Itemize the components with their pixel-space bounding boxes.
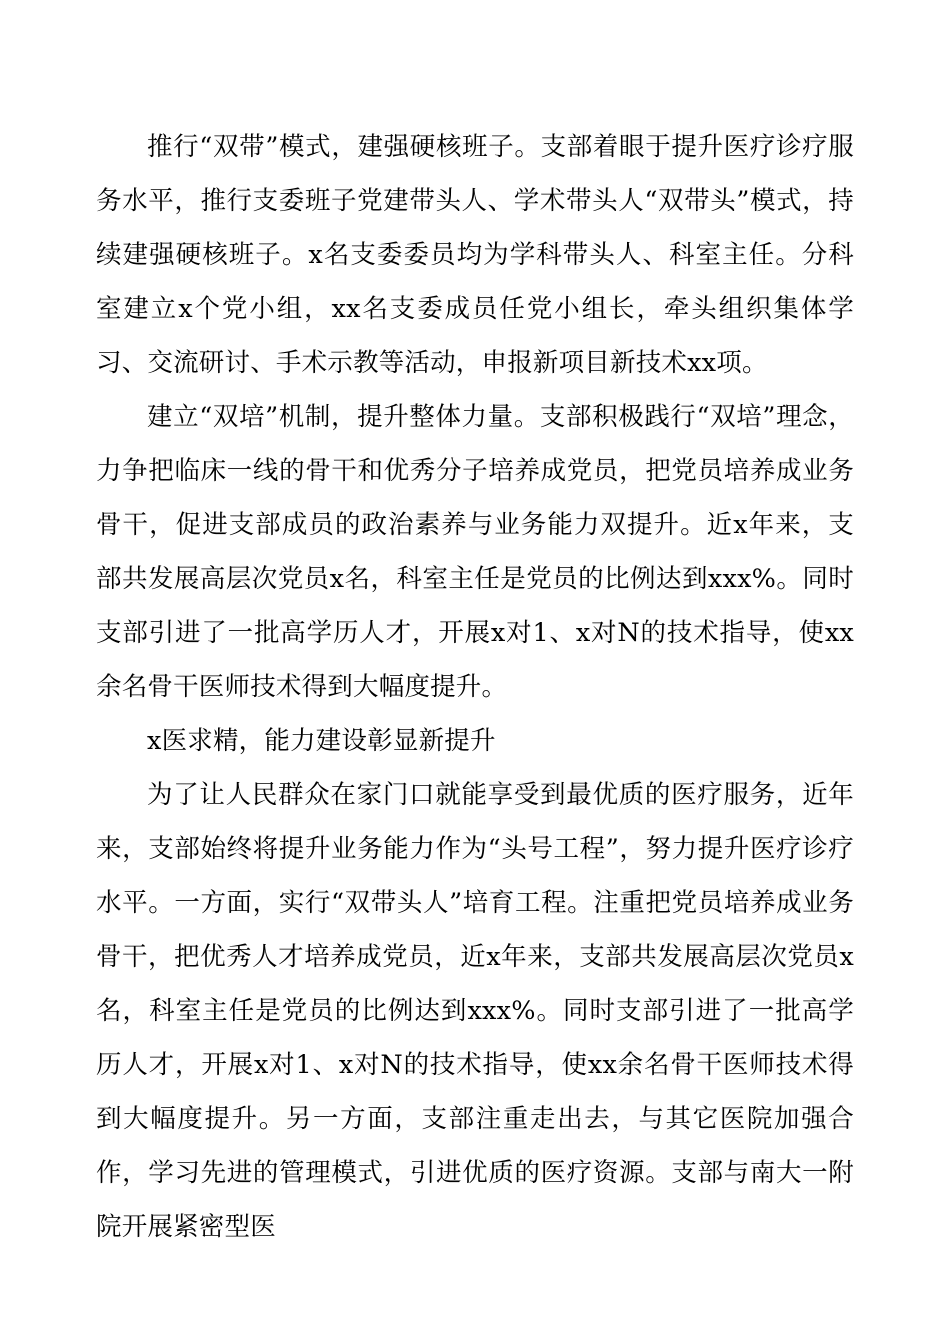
paragraph-2: 建立“双培”机制，提升整体力量。支部积极践行“双培”理念，力争把临床一线的骨干和优秀分子培养成党员，把党员培养成业务骨干，促进支部成员的政治素养与业务能力双提升。近x年来，支部共发展高层次党员x名，科室主任是党员的比例达到xxx%。同时支部引进了一批高学历人才，开展x对1、x对N的技术指导，使xx余名骨干医师技术得到大幅度提升。 xyxy=(96,402,854,702)
paragraph-1: 推行“双带”模式，建强硬核班子。支部着眼于提升医疗诊疗服务水平，推行支委班子党建带头人、学术带头人“双带头”模式，持续建强硬核班子。x名支委委员均为学科带头人、科室主任。分科室建立x个党小组，xx名支委成员任党小组长，牵头组织集体学习、交流研讨、手术示教等活动，申报新项目新技术xx项。 xyxy=(96,132,854,378)
paragraph-3: 为了让人民群众在家门口就能享受到最优质的医疗服务，近年来，支部始终将提升业务能力作为“头号工程”，努力提升医疗诊疗水平。一方面，实行“双带头人”培育工程。注重把党员培养成业务骨干，把优秀人才培养成党员，近x年来，支部共发展高层次党员x名，科室主任是党员的比例达到xxx%。同时支部引进了一批高学历人才，开展x对1、x对N的技术指导，使xx余名骨干医师技术得到大幅度提升。另一方面，支部注重走出去，与其它医院加强合作，学习先进的管理模式，引进优质的医疗资源。支部与南大一附院开展紧密型医 xyxy=(96,780,854,1242)
document-body xyxy=(96,120,854,1254)
section-heading: x医求精，能力建设彰显新提升 xyxy=(147,726,496,756)
